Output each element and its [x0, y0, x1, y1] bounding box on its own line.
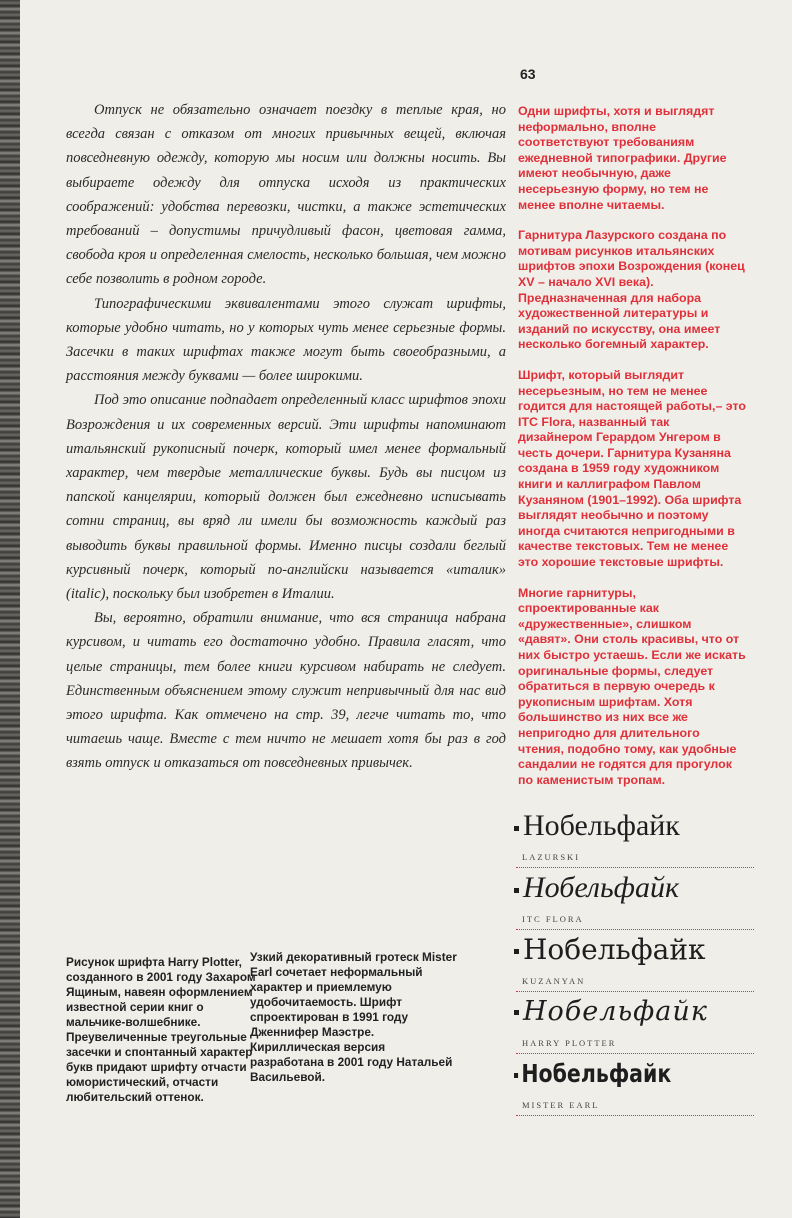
bullet-dot-icon	[514, 826, 519, 831]
sidebar-paragraph: Шрифт, который выглядит несерьезным, но тем не менее годится для настоящей работы,– это ITC Flora, названный так дизайнером Герардом Унгером в честь дочери. Гарнитура Кузаняна создана в 1959 году художником книги и каллиграфом Павлом Кузаняном (1901–1992). Оба шрифта выглядят необычно и поэтому иногда считаются непригодными в качестве текстовых. Тем не менее это хорошие текстовые шрифты.	[518, 367, 746, 570]
font-label: ITC FLORA	[522, 914, 584, 924]
caption-mister-earl: Узкий декоративный гротеск Mister Earl сочетает неформальный характер и приемлемую удобочитаемость. Шрифт спроектирован в 1991 году Дженнифер Маэстре. Кириллическая версия разработана в 2001 году Натальей Васильевой.	[250, 950, 457, 1084]
font-sample-kuzanyan	[514, 932, 754, 994]
sample-text: Нобельфайк	[521, 1059, 672, 1088]
dotted-divider	[516, 1115, 754, 1116]
dotted-divider	[516, 929, 754, 930]
sidebar-paragraph: Многие гарнитуры, спроектированные как «дружественные», слишком «давят». Они столь красивы, что от них быстро устаешь. Если же искать оригинальные формы, следует обратиться в первую очередь к рукописным шрифтам. Хотя большинство из них все же непригодно для длительного чтения, подобно тому, как удобные сандалии не годятся для прогулок по каменистым тропам.	[518, 585, 746, 787]
font-sample-harry-plotter	[514, 994, 754, 1056]
main-text-column	[66, 98, 506, 776]
sample-text: Нобельфайк	[523, 809, 680, 842]
book-page	[20, 0, 792, 1218]
main-paragraph: Типографическими эквивалентами этого служат шрифты, которые удобно читать, но у которых чуть менее серьезные формы. Засечки в таких шрифтах также могут быть своеобразными, а расстояния между буквами — более широкими.	[66, 295, 506, 385]
font-label: HARRY PLOTTER	[522, 1038, 617, 1048]
bullet-dot-icon	[514, 1073, 518, 1078]
font-samples	[514, 808, 754, 1118]
font-label: KUZANYAN	[522, 976, 586, 986]
dotted-divider	[516, 991, 754, 992]
page-number: 63	[520, 66, 536, 82]
bullet-dot-icon	[514, 949, 519, 954]
sidebar-notes	[518, 104, 746, 803]
bullet-dot-icon	[514, 1010, 519, 1015]
dotted-divider	[516, 867, 754, 868]
dotted-divider	[516, 1053, 754, 1054]
sample-text: Нобельфайк	[523, 996, 708, 1027]
font-sample-itc-flora	[514, 870, 754, 932]
font-label: LAZURSKI	[522, 852, 581, 862]
book-spine	[0, 0, 20, 1218]
sample-text: Нобельфайк	[523, 871, 679, 904]
caption-harry-plotter: Рисунок шрифта Harry Plotter, созданного в 2001 году Захаром Ящиным, навеян оформлением известной серии книг о мальчике-волшебнике. Преувеличенные треугольные засечки и спонтанный характер букв придают шрифту отчасти юмористический, отчасти любительский оттенок.	[66, 955, 256, 1104]
sample-text: Нобельфайк	[523, 933, 706, 966]
bullet-dot-icon	[514, 888, 519, 893]
main-paragraph: Вы, вероятно, обратили внимание, что вся страница набрана курсивом, и читать его достаточно удобно. Правила гласят, что целые страницы, тем более книги курсивом набирать не следует. Единственным объяснением этому служит непривычный для нас вид этого шрифта. Как отмечено на стр. 39, легче читать то, что читаешь чаще. Вместе с тем ничто не мешает хотя бы раз в год взять отпуск и отказаться от повседневных привычек.	[66, 610, 506, 772]
sidebar-paragraph: Одни шрифты, хотя и выглядят неформально, вполне соответствуют требованиям ежедневной типографики. Другие имеют необычную, даже несерьезную форму, но тем не менее вполне читаемы.	[518, 104, 727, 212]
font-sample-lazurski	[514, 808, 754, 870]
main-paragraph: Под это описание подпадает определенный класс шрифтов эпохи Возрождения и их современных версий. Эти шрифты напоминают итальянский рукописный почерк, который имел менее формальный характер, чем твердые металлические буквы. Будь вы писцом из папской канцелярии, который должен был ежедневно исписывать сотни страниц, вы вряд ли имели бы возможность каждый раз выводить буквы правильной формы. Именно писцы создали беглый курсивный почерк, который по-английски называется «италик» (italic), поскольку был изобретен в Италии.	[66, 392, 506, 603]
font-label: MISTER EARL	[522, 1100, 600, 1110]
main-paragraph: Отпуск не обязательно означает поездку в теплые края, но всегда связан с отказом от многих привычных вещей, включая повседневную одежду, которую мы носим или должны носить. Вы выбираете одежду для отпуска исходя из практических соображений: удобства перевозки, чистки, а также эстетических требований – допустимы причудливый фасон, цветовая гамма, свобода кроя и определенная смелость, несколько большая, чем можно себе позволить в родном городе.	[66, 102, 506, 288]
font-sample-mister-earl	[514, 1056, 754, 1118]
sidebar-paragraph: Гарнитура Лазурского создана по мотивам рисунков итальянских шрифтов эпохи Возрождения (конец XV – начало XVI века). Предназначенная для набора художественной литературы и изданий по искусству, она имеет несколько богемный характер.	[518, 228, 745, 352]
